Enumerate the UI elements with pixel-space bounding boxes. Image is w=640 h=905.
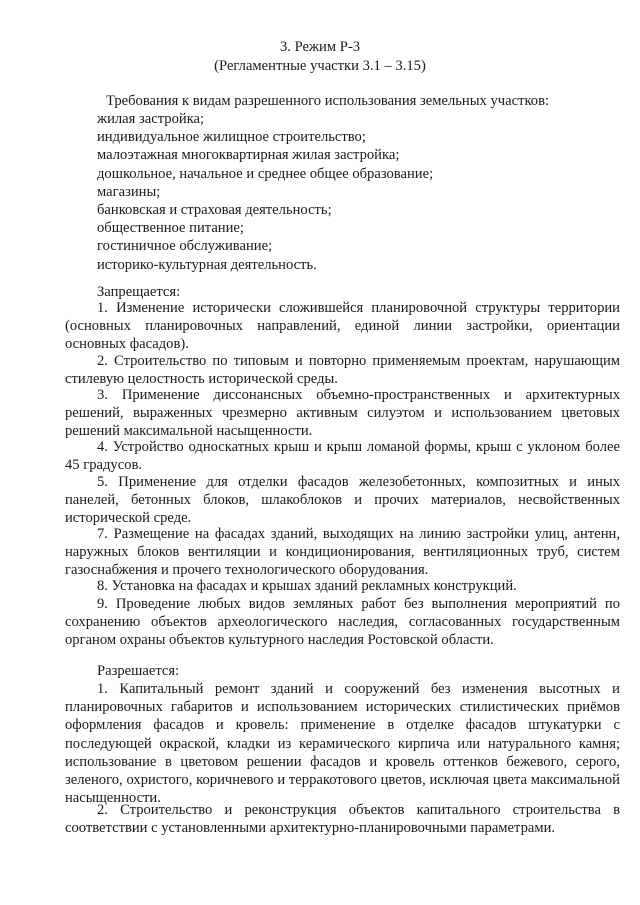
allowed-label: Разрешается:: [97, 663, 180, 679]
requirements-list: [97, 110, 433, 274]
list-item: индивидуальное жилищное строительство;: [97, 129, 366, 146]
forbidden-item: 8. Установка на фасадах и крышах зданий рекламных конструкций.: [97, 578, 517, 594]
list-item: дошкольное, начальное и среднее общее образование;: [97, 165, 434, 182]
list-item: магазины;: [97, 183, 161, 200]
list-item: малоэтажная многоквартирная жилая застройка;: [97, 147, 400, 164]
page-subtitle: (Регламентные участки 3.1 – 3.15): [214, 58, 426, 74]
forbidden-label: Запрещается:: [97, 284, 181, 300]
forbidden-item: 9. Проведение любых видов земляных работ без выполнения мероприятий по сохранению объектов археологического наследия, согласованных государственным органом охраны объектов культурного наследия Ростовской области.: [65, 596, 620, 649]
list-item: банковская и страховая деятельность;: [97, 201, 332, 218]
list-item: общественное питание;: [97, 220, 244, 237]
forbidden-item: 4. Устройство односкатных крыш и крыш ломаной формы, крыш с уклоном более 45 градусов.: [65, 439, 620, 474]
list-item: жилая застройка;: [97, 111, 205, 127]
forbidden-item: 7. Размещение на фасадах зданий, выходящих на линию застройки улиц, антенн, наружных блоков вентиляции и кондиционирования, вентиляционных труб, систем газоснабжения и прочего технологического оборудования.: [65, 526, 620, 579]
requirements-intro: Требования к видам разрешенного использования земельных участков:: [106, 93, 550, 109]
allowed-item: 1. Капитальный ремонт зданий и сооружений без изменения высотных и планировочных габаритов и использованием исторических стилистических приёмов оформления фасадов и кровель: применение в отделке фасадов штукатурки с последующей окраской, кладки из керамического кирпича или натурального камня; использование в цветовом решении фасадов и кровель оттенков бежевого, серого, зеленого, охристого, коричневого и терракотового цветов, исключая цвета максимальной насыщенности.: [65, 681, 620, 807]
forbidden-item: 1. Изменение исторически сложившейся планировочной структуры территории (основных планировочных направлений, единой линии застройки, ориентации основных фасадов).: [65, 300, 620, 353]
forbidden-item: 3. Применение диссонансных объемно-пространственных и архитектурных решений, выраженных чрезмерно активным силуэтом и использованием цветовых решений максимальной насыщенности.: [65, 387, 620, 440]
forbidden-item: 5. Применение для отделки фасадов железобетонных, композитных и иных панелей, бетонных блоков, шлакоблоков и прочих материалов, несвойственных исторической среде.: [65, 474, 620, 527]
list-item: историко-культурная деятельность.: [97, 256, 317, 273]
forbidden-item: 2. Строительство по типовым и повторно применяемым проектам, нарушающим стилевую целостность исторической среды.: [65, 353, 620, 388]
list-item: гостиничное обслуживание;: [97, 238, 273, 255]
document-header: [0, 38, 640, 76]
allowed-item: 2. Строительство и реконструкция объектов капитального строительства в соответствии с установленными архитектурно-планировочными параметрами.: [65, 802, 620, 837]
page-title: 3. Режим Р-3: [279, 39, 361, 55]
